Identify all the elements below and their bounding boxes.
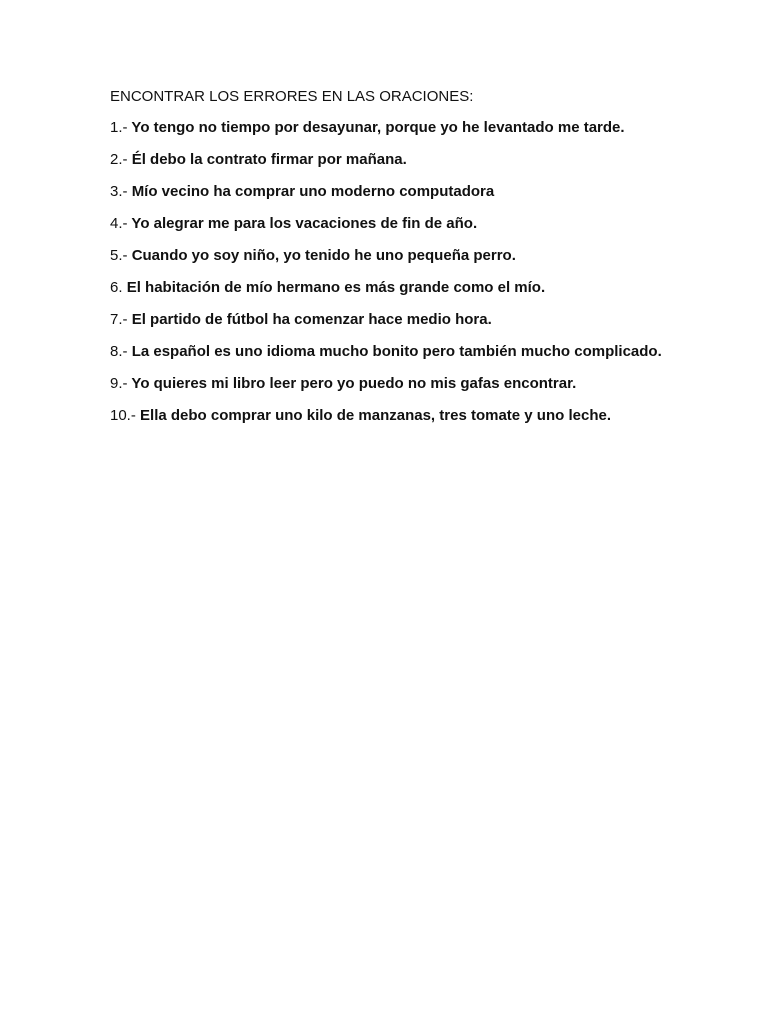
sentence-item-10 xyxy=(110,405,670,427)
sentence-item-1 xyxy=(110,117,670,139)
sentence-item-3 xyxy=(110,181,670,203)
sentence-number: 2.- xyxy=(110,151,128,168)
sentence-text: La español es uno idioma mucho bonito pero también mucho complicado. xyxy=(131,343,662,360)
sentence-item-5 xyxy=(110,245,670,267)
sentence-text: Cuando yo soy niño, yo tenido he uno pequeña perro. xyxy=(131,247,516,264)
sentence-number: 9.- xyxy=(110,375,128,392)
sentence-number: 3.- xyxy=(110,183,128,200)
sentence-item-7 xyxy=(110,309,670,331)
sentence-number: 8.- xyxy=(110,343,128,360)
sentence-number: 1.- xyxy=(110,119,128,136)
sentence-item-8 xyxy=(110,341,670,363)
sentence-item-6 xyxy=(110,277,670,299)
sentence-number: 4.- xyxy=(110,215,128,232)
document-body xyxy=(110,86,670,437)
sentence-text: El habitación de mío hermano es más grande como el mío. xyxy=(126,279,546,296)
sentence-text: Yo alegrar me para los vacaciones de fin de año. xyxy=(131,215,478,232)
sentence-item-2 xyxy=(110,149,670,171)
sentence-item-4 xyxy=(110,213,670,235)
sentence-text: Él debo la contrato firmar por mañana. xyxy=(131,151,407,168)
sentence-number: 10.- xyxy=(110,407,136,424)
sentence-item-9 xyxy=(110,373,670,395)
document-heading: ENCONTRAR LOS ERRORES EN LAS ORACIONES: xyxy=(110,88,474,105)
sentence-text: Ella debo comprar uno kilo de manzanas, tres tomate y uno leche. xyxy=(140,407,611,424)
sentence-text: El partido de fútbol ha comenzar hace medio hora. xyxy=(131,311,492,328)
sentence-number: 7.- xyxy=(110,311,128,328)
sentence-text: Yo tengo no tiempo por desayunar, porque yo he levantado me tarde. xyxy=(131,119,625,136)
sentence-text: Mío vecino ha comprar uno moderno computadora xyxy=(131,183,495,200)
sentence-text: Yo quieres mi libro leer pero yo puedo no mis gafas encontrar. xyxy=(131,375,577,392)
sentence-list xyxy=(110,117,670,427)
sentence-number: 6. xyxy=(110,279,123,296)
sentence-number: 5.- xyxy=(110,247,128,264)
